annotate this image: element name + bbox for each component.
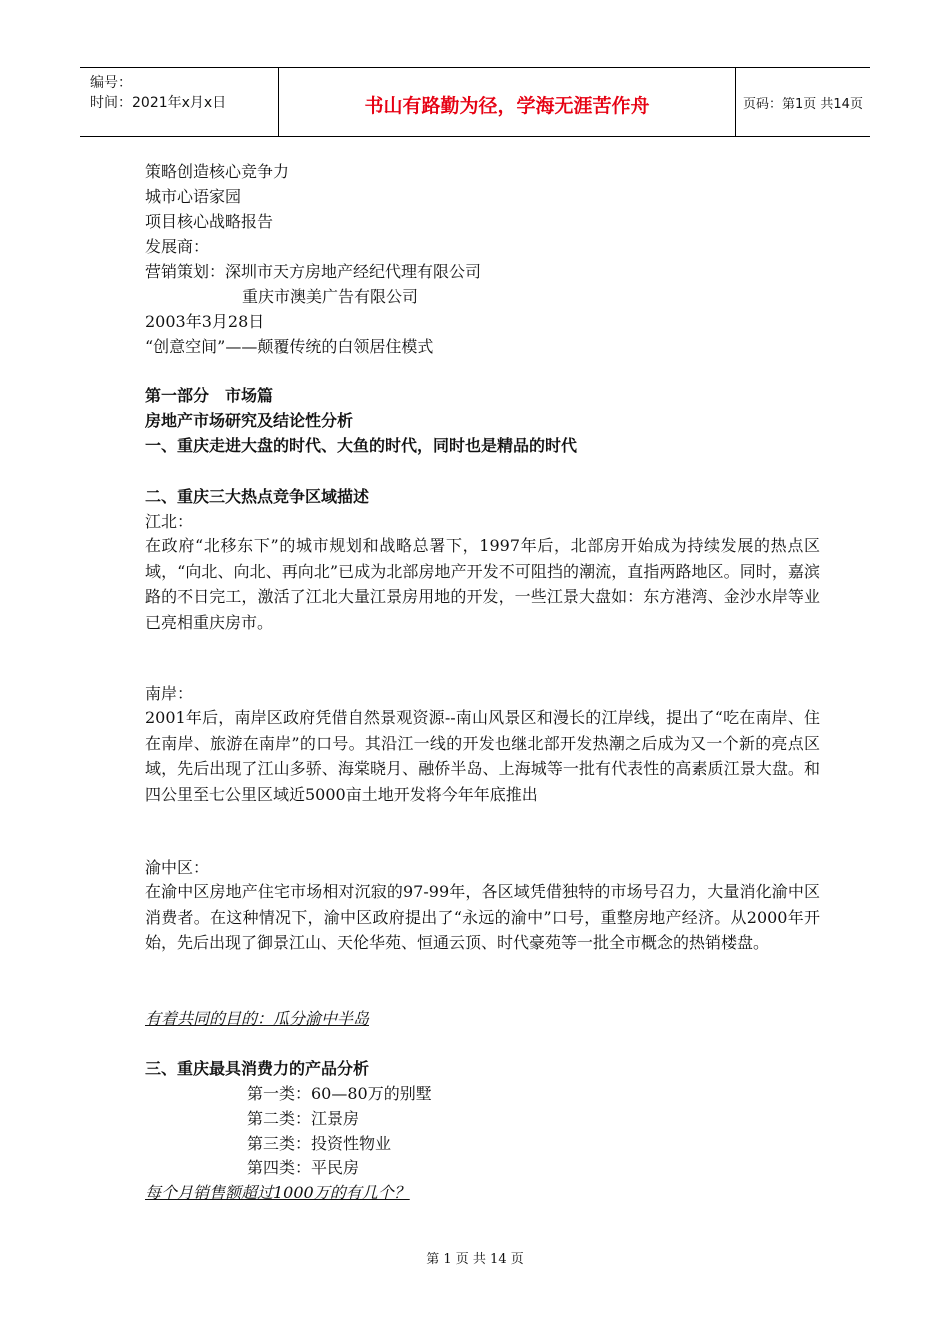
category-3: 第三类：投资性物业 (247, 1134, 392, 1153)
document-time-label: 时间：2021年x月x日 (90, 95, 227, 111)
nanan-label: 南岸： (145, 684, 194, 703)
jiangbei-label: 江北： (145, 512, 194, 531)
section-heading-2: 二、重庆三大热点竞争区域描述 (145, 487, 370, 506)
cover-marketing: 营销策划：深圳市天方房地产经纪代理有限公司 (145, 262, 482, 281)
header-right-cell (735, 68, 870, 136)
category-1: 第一类：60—80万的别墅 (247, 1084, 432, 1103)
common-goal-note: 有着共同的目的：瓜分渝中半岛 (145, 1009, 370, 1028)
header-left-cell (80, 68, 278, 136)
cover-line-2: 城市心语家园 (145, 187, 242, 206)
page-footer: 第 1 页 共 14 页 (426, 1252, 524, 1267)
section-heading-1: 一、重庆走进大盘的时代、大鱼的时代，同时也是精品的时代 (145, 436, 578, 455)
page-header (80, 67, 870, 137)
category-4: 第四类：平民房 (247, 1158, 360, 1177)
cover-developer: 发展商： (145, 237, 210, 256)
part-title: 第一部分 市场篇 (145, 386, 274, 405)
document-number-label: 编号： (90, 75, 132, 91)
nanan-paragraph: 2001年后，南岸区政府凭借自然景观资源--南山风景区和漫长的江岸线，提出了“吃在南岸、住在南岸、旅游在南岸”的口号。其沿江一线的开发也继北部开发热潮之后成为又一个新的亮点区域，先后出现了江山多骄、海棠晓月、融侨半岛、上海城等一批有代表性的高素质江景大盘。和四公里至七公里区域近5000亩土地开发将今年年底推出 (145, 708, 820, 804)
header-page-code: 页码：第1页 共14页 (743, 97, 863, 112)
cover-marketing-2: 重庆市澳美广告有限公司 (242, 287, 419, 306)
section-heading-3: 三、重庆最具消费力的产品分析 (145, 1059, 370, 1078)
cover-line-1: 策略创造核心竞争力 (145, 162, 290, 181)
header-motto: 书山有路勤为径，学海无涯苦作舟 (364, 95, 650, 117)
part-subtitle: 房地产市场研究及结论性分析 (145, 411, 354, 430)
cover-line-3: 项目核心战略报告 (145, 212, 274, 231)
yuzhong-paragraph: 在渝中区房地产住宅市场相对沉寂的97-99年，各区域凭借独特的市场号召力，大量消化渝中区消费者。在这种情况下，渝中区政府提出了“永远的渝中”口号，重整房地产经济。从2000年开始，先后出现了御景江山、天伦华苑、恒通云顶、时代豪苑等一批全市概念的热销楼盘。 (145, 882, 820, 952)
cover-slogan: “创意空间”——颠覆传统的白领居住模式 (145, 337, 434, 356)
yuzhong-label: 渝中区： (145, 858, 210, 877)
sales-question: 每个月销售额超过1000万的有几个？ (145, 1183, 410, 1202)
header-middle-cell (278, 68, 736, 136)
category-2: 第二类：江景房 (247, 1109, 360, 1128)
jiangbei-paragraph: 在政府“北移东下”的城市规划和战略总署下，1997年后，北部房开始成为持续发展的热点区域，“向北、向北、再向北”已成为北部房地产开发不可阻挡的潮流，直指两路地区。同时，嘉滨路的不日完工，激活了江北大量江景房用地的开发，一些江景大盘如：东方港湾、金沙水岸等业已亮相重庆房市。 (145, 536, 820, 632)
cover-date: 2003年3月28日 (145, 312, 265, 331)
